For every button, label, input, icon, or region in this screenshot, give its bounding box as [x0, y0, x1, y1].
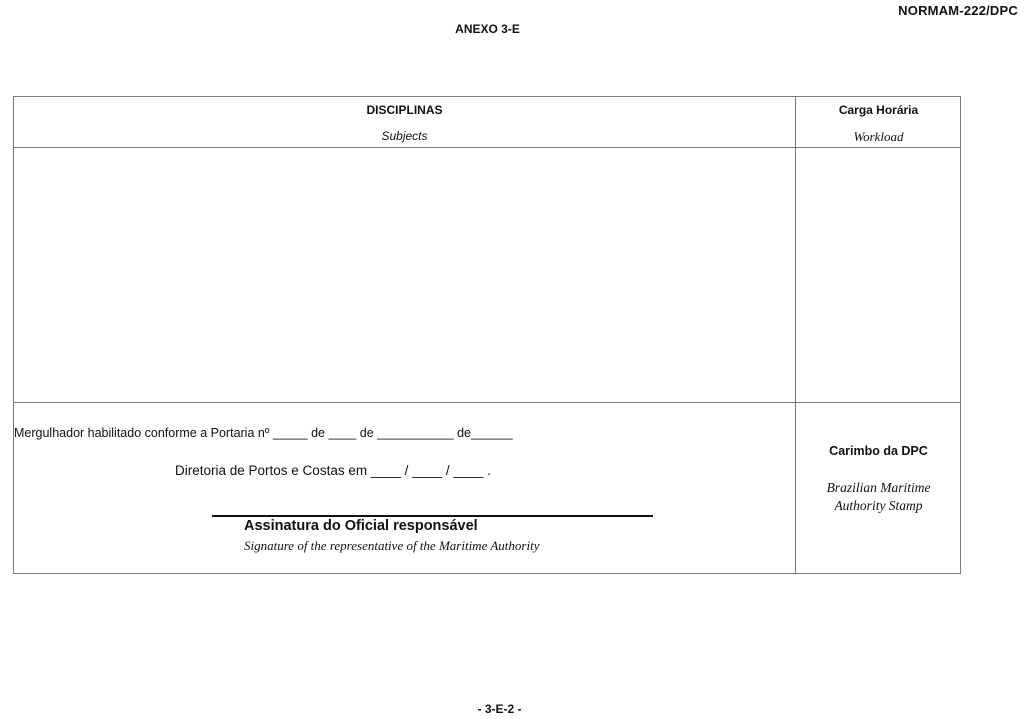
subjects-content-cell: [14, 148, 795, 402]
document-reference: NORMAM-222/DPC: [898, 3, 1018, 18]
subjects-header-pt: DISCIPLINAS: [366, 103, 443, 117]
directorate-date-line: Diretoria de Portos e Costas em ____ / ____ / ____ .: [175, 463, 491, 478]
signature-label-en: Signature of the representative of the Maritime Authority: [244, 538, 540, 553]
annex-title: ANEXO 3-E: [455, 22, 520, 36]
certificate-form-table: [13, 96, 961, 574]
subjects-header-cell: [14, 97, 795, 147]
workload-header-cell: [796, 97, 961, 147]
diver-qualification-line: Mergulhador habilitado conforme a Portaria nº _____ de ____ de ___________ de______: [14, 426, 513, 440]
stamp-label-pt: Carimbo da DPC: [829, 444, 928, 458]
workload-header-pt: Carga Horária: [838, 103, 919, 117]
workload-content-cell: [796, 148, 961, 402]
signature-label-pt: Assinatura do Oficial responsável: [244, 518, 478, 534]
subjects-header-en: Subjects: [381, 129, 428, 143]
signature-line: [212, 515, 653, 517]
stamp-cell: [796, 403, 961, 573]
signature-cell: [14, 403, 795, 573]
page-number: - 3-E-2 -: [477, 702, 522, 716]
stamp-label-en: Brazilian Maritime Authority Stamp: [826, 480, 931, 513]
workload-header-en: Workload: [853, 129, 904, 144]
